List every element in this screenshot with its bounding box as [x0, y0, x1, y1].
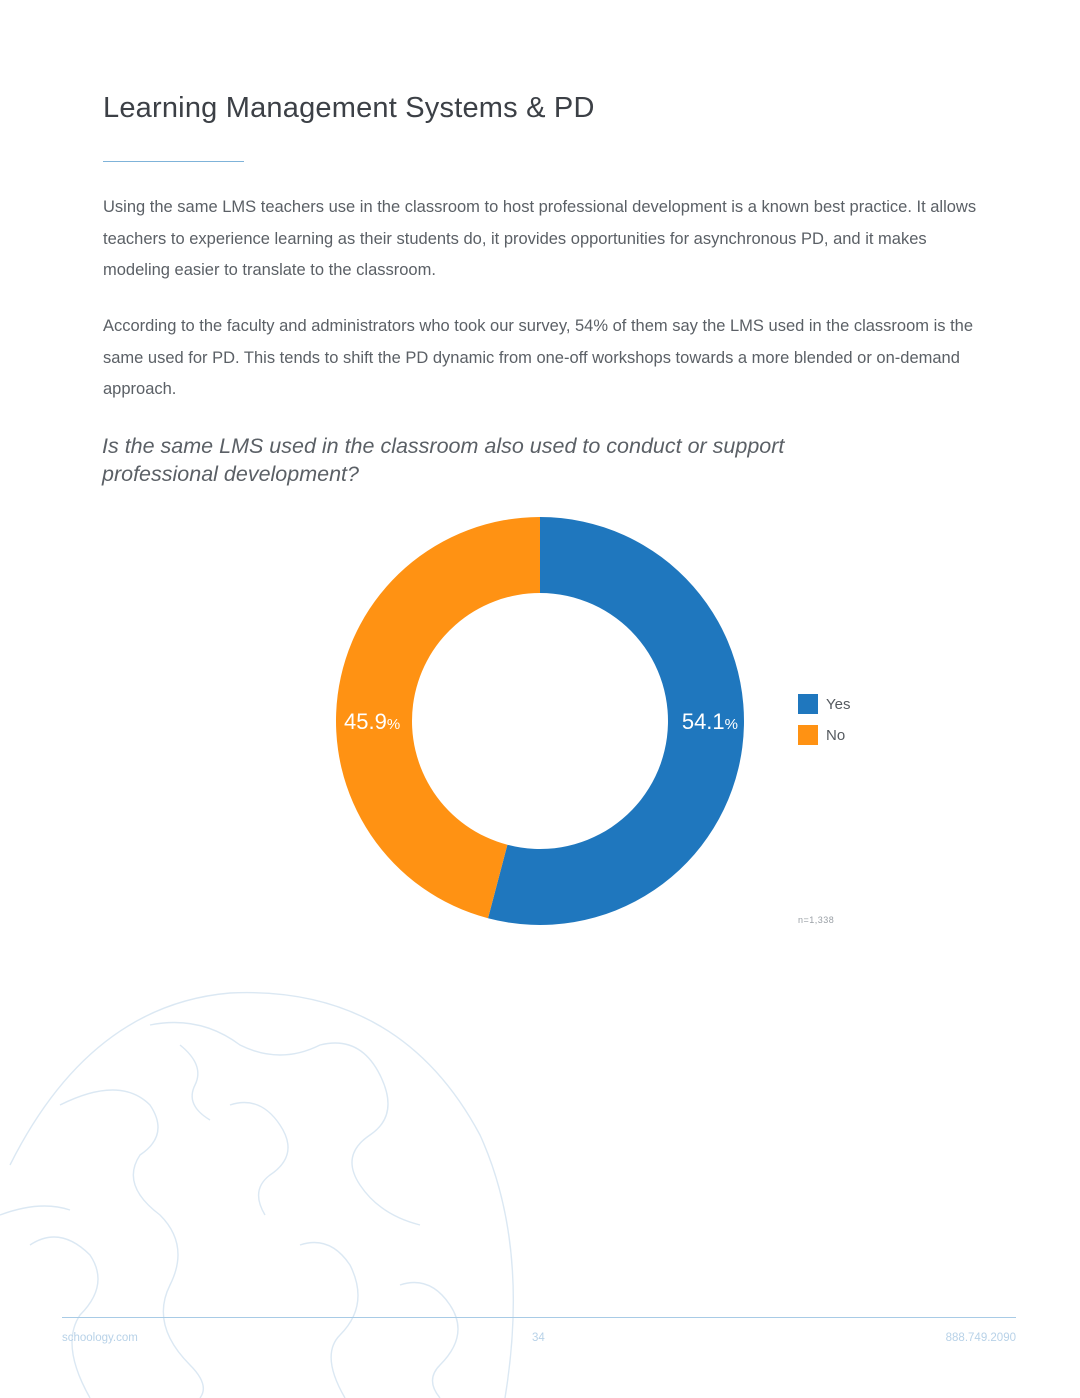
legend-swatch-yes [798, 694, 818, 714]
value-label-yes: 54.1% [681, 709, 738, 734]
intro-paragraph: Using the same LMS teachers use in the classroom to host professional development is a known best practice. It allows teachers to experience learning as their students do, it provides opportunities for asynchronous PD, and it makes modeling easier to translate to the classroom. [103, 198, 977, 279]
legend-label-yes: Yes [826, 695, 851, 713]
page-number: 34 [532, 1332, 545, 1344]
legend-item-no [798, 725, 850, 745]
chart-question: Is the same LMS used in the classroom also used to conduct or support professional development? [102, 434, 785, 486]
sample-size-note: n=1,338 [798, 915, 835, 925]
footer-divider [62, 1317, 1016, 1318]
legend-swatch-no [798, 725, 818, 745]
footer-website: schoology.com [62, 1332, 138, 1344]
survey-paragraph: According to the faculty and administrators who took our survey, 54% of them say the LMS used in the classroom is the same used for PD. This tends to shift the PD dynamic from one-off workshops towards a more blended or on-demand approach. [103, 317, 974, 398]
page-title: Learning Management Systems & PD [103, 92, 595, 124]
footer-phone: 888.749.2090 [945, 1332, 1016, 1344]
value-label-no: 45.9% [344, 709, 401, 734]
legend-item-yes [798, 694, 850, 714]
legend-label-no: No [826, 726, 846, 744]
chart-legend [798, 694, 850, 756]
